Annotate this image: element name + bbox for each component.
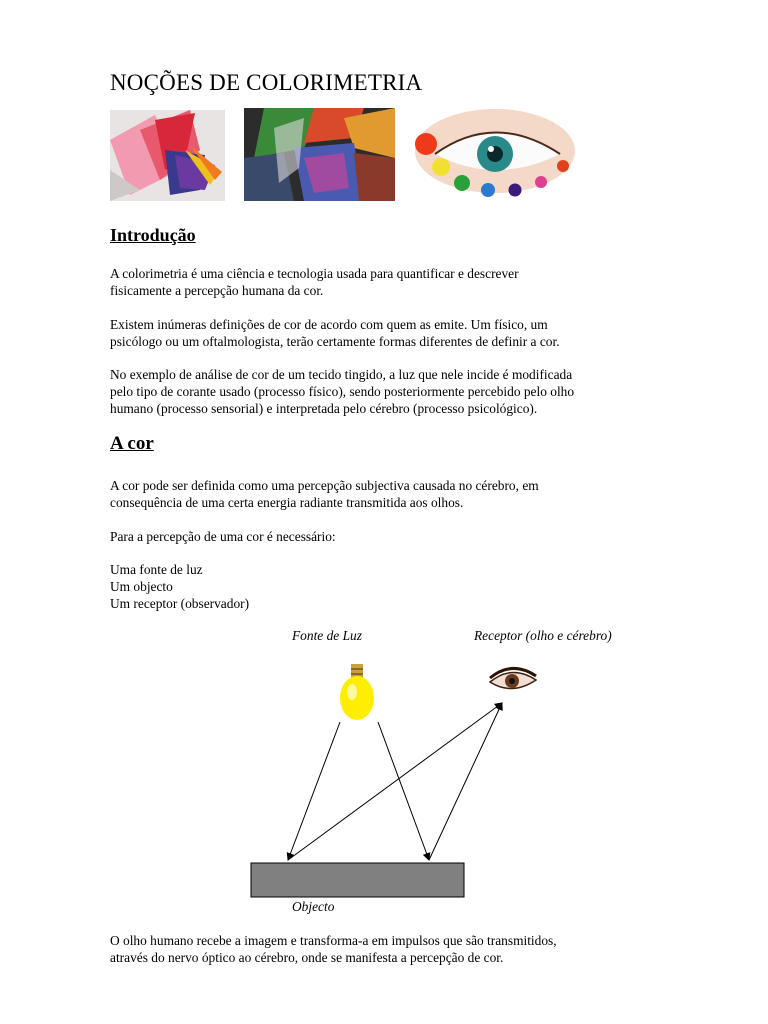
light-source-label: Fonte de Luz — [292, 628, 362, 643]
intro-paragraph-1 — [110, 265, 670, 299]
list-item: Um objecto — [110, 579, 173, 594]
section-heading-a-cor: A cor — [110, 433, 154, 454]
intro-paragraph-2 — [110, 316, 670, 350]
eye-color-dots-image — [410, 106, 580, 201]
receptor-label: Receptor (olho e cérebro) — [474, 628, 612, 643]
text-line: humano (processo sensorial) e interpretada pelo cérebro (processo psicológico). — [110, 401, 538, 416]
text-line: através do nervo óptico ao cérebro, onde se manifesta a percepção de cor. — [110, 950, 504, 965]
intro-paragraph-3 — [110, 366, 670, 417]
text-line: Para a percepção de uma cor é necessário: — [110, 529, 336, 544]
abstract-color-image — [244, 108, 395, 201]
text-line: O olho humano recebe a imagem e transforma-a em impulsos que são transmitidos, — [110, 933, 557, 948]
eye-icon — [490, 668, 536, 688]
object-box — [251, 863, 464, 897]
text-line: A colorimetria é uma ciência e tecnologia usada para quantificar e descrever — [110, 266, 519, 281]
cor-paragraph-1 — [110, 477, 670, 511]
text-line: psicólogo ou um oftalmologista, terão certamente formas diferentes de definir a cor. — [110, 334, 560, 349]
text-line: No exemplo de análise de cor de um tecido tingido, a luz que nele incide é modificada — [110, 367, 573, 382]
color-perception-diagram — [240, 620, 660, 920]
list-item: Um receptor (observador) — [110, 596, 250, 611]
cor-requirements-list — [110, 561, 670, 612]
closing-paragraph — [110, 932, 670, 966]
text-line: fisicamente a percepção humana da cor. — [110, 283, 324, 298]
text-line: A cor pode ser definida como uma percepção subjectiva causada no cérebro, em — [110, 478, 539, 493]
text-line: Existem inúmeras definições de cor de acordo com quem as emite. Um físico, um — [110, 317, 548, 332]
list-item: Uma fonte de luz — [110, 562, 203, 577]
object-label: Objecto — [292, 899, 335, 914]
light-bulb-icon — [340, 664, 374, 720]
section-heading-introducao: Introdução — [110, 225, 196, 245]
text-line: consequência de uma certa energia radiante transmitida aos olhos. — [110, 495, 464, 510]
page-title: NOÇÕES DE COLORIMETRIA — [110, 70, 423, 95]
cor-paragraph-2 — [110, 528, 670, 545]
fabric-swatches-image — [110, 110, 225, 201]
text-line: pelo tipo de corante usado (processo físico), sendo posteriormente percebido pelo olho — [110, 384, 575, 399]
